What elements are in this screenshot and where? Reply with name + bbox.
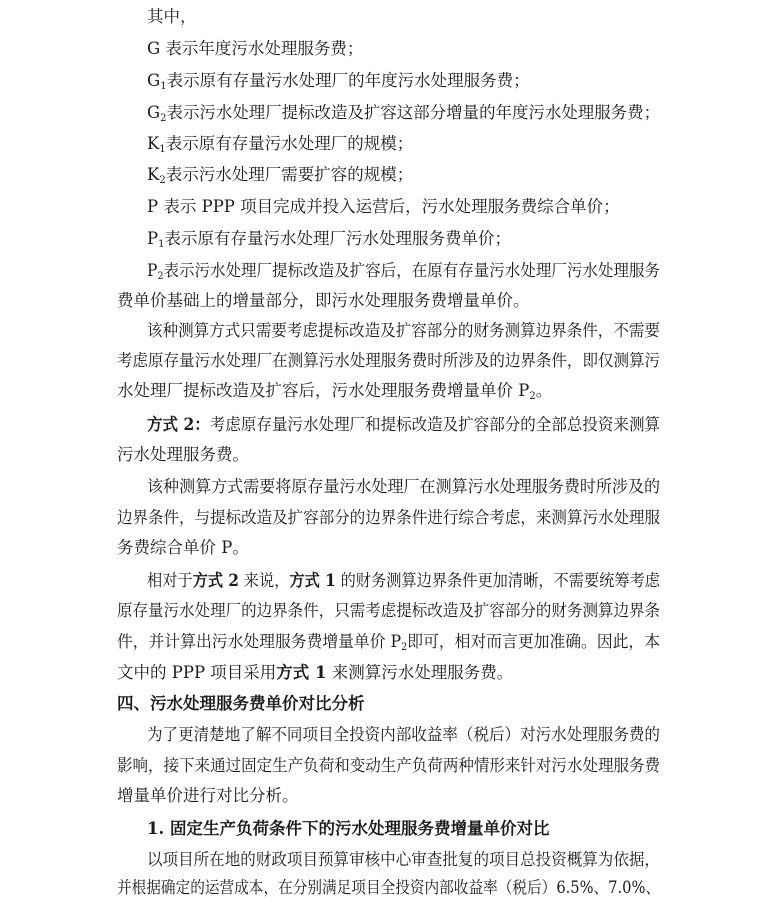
definition-text: 费单价基础上的增量部分，即污水处理服务费增量单价。 bbox=[117, 291, 530, 310]
intro-text: 其中， bbox=[147, 7, 197, 26]
definition-p2 bbox=[0, 256, 780, 286]
paragraph-1-line-1 bbox=[0, 316, 780, 346]
method-1-ref: 方式 1 bbox=[276, 663, 327, 682]
subheading-text: 1. 固定生产负荷条件下的污水处理服务费增量单价对比 bbox=[147, 819, 550, 838]
definition-text: 表示原有存量污水处理厂污水处理服务费单价； bbox=[164, 229, 511, 248]
paragraph-text: 原存量污水处理厂的边界条件，只需考虑提标改造及扩容部分的财务测算边界条 bbox=[117, 601, 661, 620]
paragraph-text: 来测算污水处理服务费。 bbox=[326, 663, 514, 682]
paragraph-text: 的财务测算边界条件更加清晰，不需要统筹考虑 bbox=[335, 571, 661, 590]
paragraph-5-line-1 bbox=[0, 845, 780, 875]
section-heading-4 bbox=[0, 689, 780, 719]
paragraph-1-line-3 bbox=[0, 376, 780, 406]
symbol: G bbox=[147, 71, 161, 90]
definition-text: 表示 PPP 项目完成并投入运营后，污水处理服务费综合单价； bbox=[158, 197, 620, 216]
definition-p bbox=[0, 192, 780, 222]
subscript: 2 bbox=[159, 175, 166, 186]
paragraph-4-line-2 bbox=[0, 751, 780, 781]
definition-p2-continued bbox=[0, 286, 780, 316]
method-2-line-2 bbox=[0, 440, 780, 470]
paragraph-2-line-2 bbox=[0, 503, 780, 533]
paragraph-text: 并根据确定的运营成本，在分别满足项目全投资内部收益率（税后）6.5%、7.0%、 bbox=[117, 878, 661, 897]
paragraph-text: 为了更清楚地了解不同项目全投资内部收益率（税后）对污水处理服务费的 bbox=[147, 725, 660, 744]
definition-g1 bbox=[0, 66, 780, 96]
subscript: 2 bbox=[401, 642, 408, 653]
paragraph-2-line-1 bbox=[0, 472, 780, 502]
definition-text: 表示污水处理厂需要扩容的规模； bbox=[165, 165, 414, 184]
paragraph-text: 相对于 bbox=[147, 571, 193, 590]
paragraph-1-line-2 bbox=[0, 346, 780, 376]
symbol: G bbox=[147, 39, 161, 58]
definition-k2 bbox=[0, 160, 780, 190]
paragraph-text: 水处理厂提标改造及扩容后，污水处理服务费增量单价 P bbox=[117, 381, 530, 400]
paragraph-3-line-1 bbox=[0, 566, 780, 596]
subscript: 2 bbox=[160, 113, 167, 124]
paragraph-text: 。 bbox=[535, 381, 553, 400]
symbol: P bbox=[147, 261, 158, 280]
symbol: P bbox=[147, 197, 159, 216]
method-2-label: 方式 2： bbox=[147, 415, 210, 434]
paragraph-2-line-3 bbox=[0, 533, 780, 563]
symbol: P bbox=[147, 229, 159, 248]
definition-text: 表示污水处理厂提标改造及扩容这部分增量的年度污水处理服务费； bbox=[166, 103, 661, 122]
paragraph-3-line-4 bbox=[0, 658, 780, 688]
symbol: G bbox=[147, 103, 161, 122]
subscript: 1 bbox=[159, 144, 166, 155]
subheading-1 bbox=[0, 814, 780, 844]
intro-line bbox=[0, 2, 780, 32]
paragraph-text: 文中的 PPP 项目采用 bbox=[117, 663, 277, 682]
paragraph-text: 即可，相对而言更加准确。因此，本 bbox=[407, 632, 661, 651]
paragraph-text: 务费综合单价 P。 bbox=[117, 538, 249, 557]
paragraph-text: 件，并计算出污水处理服务费增量单价 P bbox=[117, 632, 402, 651]
paragraph-4-line-1 bbox=[0, 720, 780, 750]
paragraph-text: 以项目所在地的财政项目预算审核中心审查批复的项目总投资概算为依据， bbox=[147, 850, 660, 869]
definition-text: 表示原有存量污水处理厂的规模； bbox=[165, 134, 414, 153]
definition-g bbox=[0, 34, 780, 64]
paragraph-4-line-3 bbox=[0, 781, 780, 811]
paragraph-text: 考虑原存量污水处理厂和提标改造及扩容部分的全部总投资来测算 bbox=[209, 415, 661, 434]
paragraph-3-line-3 bbox=[0, 627, 780, 657]
definition-p1 bbox=[0, 224, 780, 254]
definition-text: 表示原有存量污水处理厂的年度污水处理服务费； bbox=[166, 71, 530, 90]
definition-g2 bbox=[0, 98, 780, 128]
subscript: 2 bbox=[157, 271, 164, 282]
paragraph-text: 考虑原存量污水处理厂在测算污水处理服务费时所涉及的边界条件，即仅测算污 bbox=[117, 351, 661, 370]
paragraph-text: 边界条件，与提标改造及扩容部分的边界条件进行综合考虑，来测算污水处理服 bbox=[117, 508, 661, 527]
paragraph-text: 污水处理服务费。 bbox=[117, 445, 249, 464]
method-2-ref: 方式 2 bbox=[192, 571, 239, 590]
method-1-ref: 方式 1 bbox=[289, 571, 336, 590]
symbol: K bbox=[147, 165, 160, 184]
method-2-line-1 bbox=[0, 410, 780, 440]
subscript: 1 bbox=[158, 239, 165, 250]
paragraph-text: 该种测算方式只需要考虑提标改造及扩容部分的财务测算边界条件，不需要 bbox=[147, 321, 660, 340]
subscript: 2 bbox=[529, 391, 536, 402]
paragraph-3-line-2 bbox=[0, 596, 780, 626]
paragraph-5-line-2 bbox=[0, 873, 780, 903]
paragraph-text: 增量单价进行对比分析。 bbox=[117, 786, 299, 805]
subscript: 1 bbox=[160, 81, 167, 92]
definition-text: 表示年度污水处理服务费； bbox=[160, 39, 364, 58]
paragraph-text: 影响，接下来通过固定生产负荷和变动生产负荷两种情形来针对污水处理服务费 bbox=[117, 756, 661, 775]
paragraph-text: 该种测算方式需要将原存量污水处理厂在测算污水处理服务费时所涉及的 bbox=[147, 477, 661, 496]
paragraph-text: 来说， bbox=[238, 571, 290, 590]
symbol: K bbox=[147, 134, 160, 153]
definition-text: 表示污水处理厂提标改造及扩容后，在原有存量污水处理厂污水处理服务 bbox=[163, 261, 660, 280]
definition-k1 bbox=[0, 129, 780, 159]
section-heading-text: 四、污水处理服务费单价对比分析 bbox=[117, 694, 365, 713]
